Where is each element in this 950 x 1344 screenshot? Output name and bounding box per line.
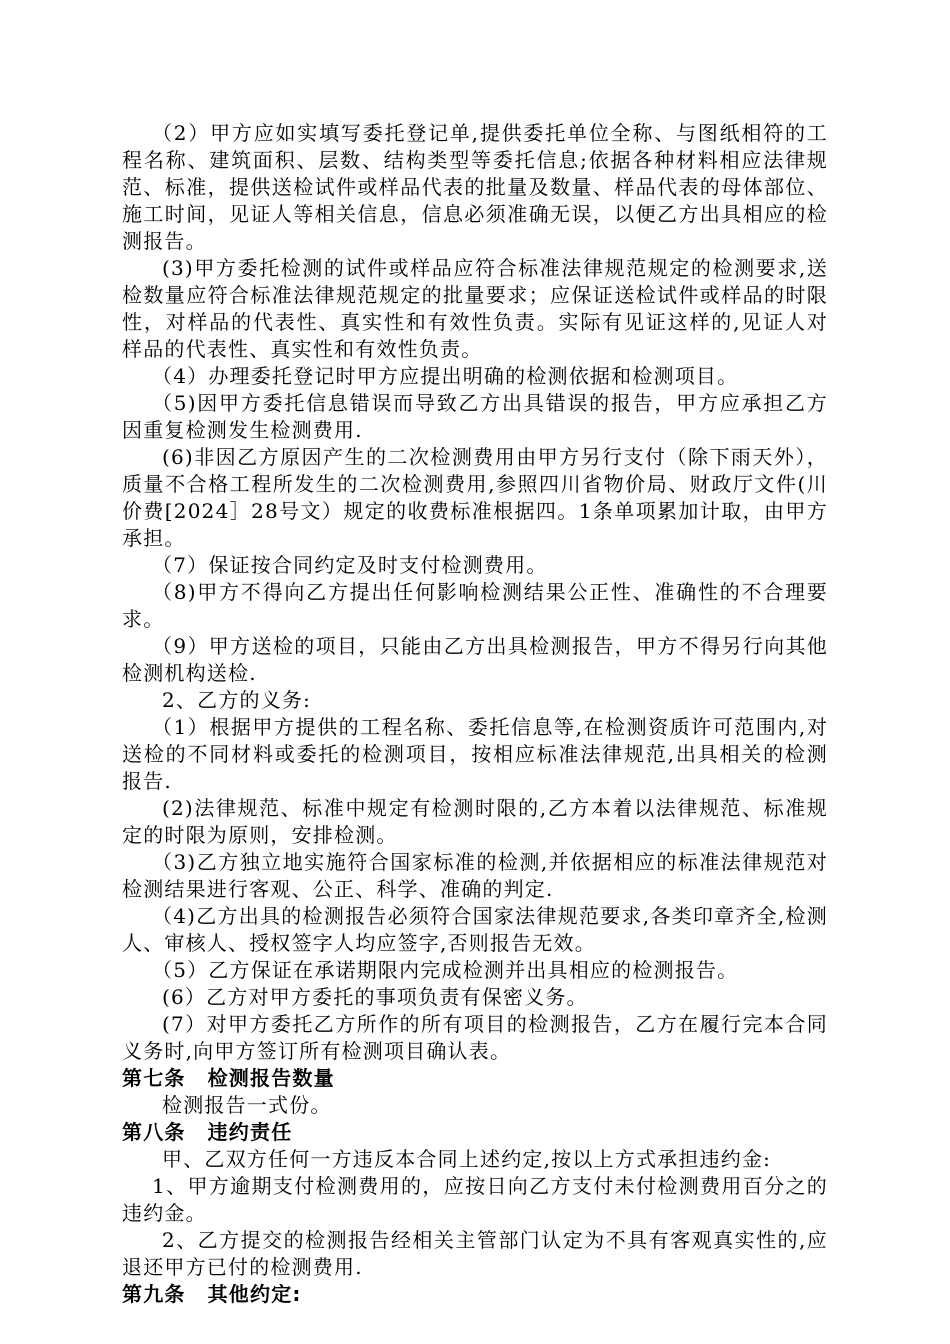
clause-b-1: （1）根据甲方提供的工程名称、委托信息等,在检测资质许可范围内,对送检的不同材料或委托的检测项目，按相应标准法律规范,出具相关的检测报告.	[122, 715, 828, 793]
clause-a-2: （2）甲方应如实填写委托登记单,提供委托单位全称、与图纸相符的工程名称、建筑面积、层数、结构类型等委托信息;依据各种材料相应法律规范、标准，提供送检试件或样品代表的批量及数量、样品代表的母体部位、施工时间，见证人等相关信息，信息必须准确无误，以便乙方出具相应的检测报告。	[122, 121, 828, 253]
clause-b-3: （3)乙方独立地实施符合国家标准的检测,并依据相应的标准法律规范对检测结果进行客观、公正、科学、准确的判定.	[122, 850, 828, 901]
article-7-heading	[122, 1065, 828, 1092]
clause-a-7: （7）保证按合同约定及时支付检测费用。	[152, 553, 548, 577]
article-9-number: 第九条	[122, 1282, 186, 1306]
clause-a-9: （9）甲方送检的项目，只能由乙方出具检测报告，甲方不得另行向其他检测机构送检.	[122, 634, 828, 685]
article-9-title: 其他约定:	[207, 1282, 302, 1306]
article-8-item-1: 1、甲方逾期支付检测费用的，应按日向乙方支付未付检测费用百分之的违约金。	[122, 1174, 828, 1225]
clause-b-5: （5）乙方保证在承诺期限内完成检测并出具相应的检测报告。	[152, 958, 739, 982]
clause-a-3: (3)甲方委托检测的试件或样品应符合标准法律规范规定的检测要求,送检数量应符合标准法律规范规定的批量要求；应保证送检试件或样品的时限性，对样品的代表性、真实性和有效性负责。实际有见证这样的,见证人对样品的代表性、真实性和有效性负责。	[122, 256, 828, 361]
article-8-item-2: 2、乙方提交的检测报告经相关主管部门认定为不具有客观真实性的,应退还甲方已付的检测费用.	[122, 1228, 828, 1279]
article-7-title: 检测报告数量	[207, 1066, 335, 1090]
clause-a-6: (6)非因乙方原因产生的二次检测费用由甲方另行支付（除下雨天外），质量不合格工程所发生的二次检测费用,参照四川省物价局、财政厅文件(川价费[2024］28号文）规定的收费标准根据四。1条单项累加计取，由甲方承担。	[122, 445, 828, 550]
article-8-intro: 甲、乙双方任何一方违反本合同上述约定,按以上方式承担违约金:	[162, 1147, 772, 1171]
clause-b-6: (6）乙方对甲方委托的事项负责有保密义务。	[162, 985, 588, 1009]
clause-b-7: (7）对甲方委托乙方所作的所有项目的检测报告，乙方在履行完本合同义务时,向甲方签订所有检测项目确认表。	[122, 1012, 828, 1063]
clause-b-2: (2)法律规范、标准中规定有检测时限的,乙方本着以法律规范、标准规定的时限为原则，安排检测。	[122, 796, 828, 847]
article-7-number: 第七条	[122, 1066, 186, 1090]
article-8-title: 违约责任	[207, 1120, 293, 1144]
article-8-number: 第八条	[122, 1120, 186, 1144]
clause-a-5: （5)因甲方委托信息错误而导致乙方出具错误的报告，甲方应承担乙方因重复检测发生检测费用.	[122, 391, 828, 442]
article-9-heading	[122, 1281, 828, 1308]
clause-a-4: （4）办理委托登记时甲方应提出明确的检测依据和检测项目。	[152, 364, 739, 388]
clause-a-8: （8)甲方不得向乙方提出任何影响检测结果公正性、准确性的不合理要求。	[122, 580, 828, 631]
party-b-duties-heading: 2、乙方的义务:	[162, 688, 312, 712]
clause-b-4: （4)乙方出具的检测报告必须符合国家法律规范要求,各类印章齐全,检测人、审核人、授权签字人均应签字,否则报告无效。	[122, 904, 828, 955]
article-7-body: 检测报告一式份。	[162, 1093, 332, 1117]
article-8-heading	[122, 1119, 828, 1146]
